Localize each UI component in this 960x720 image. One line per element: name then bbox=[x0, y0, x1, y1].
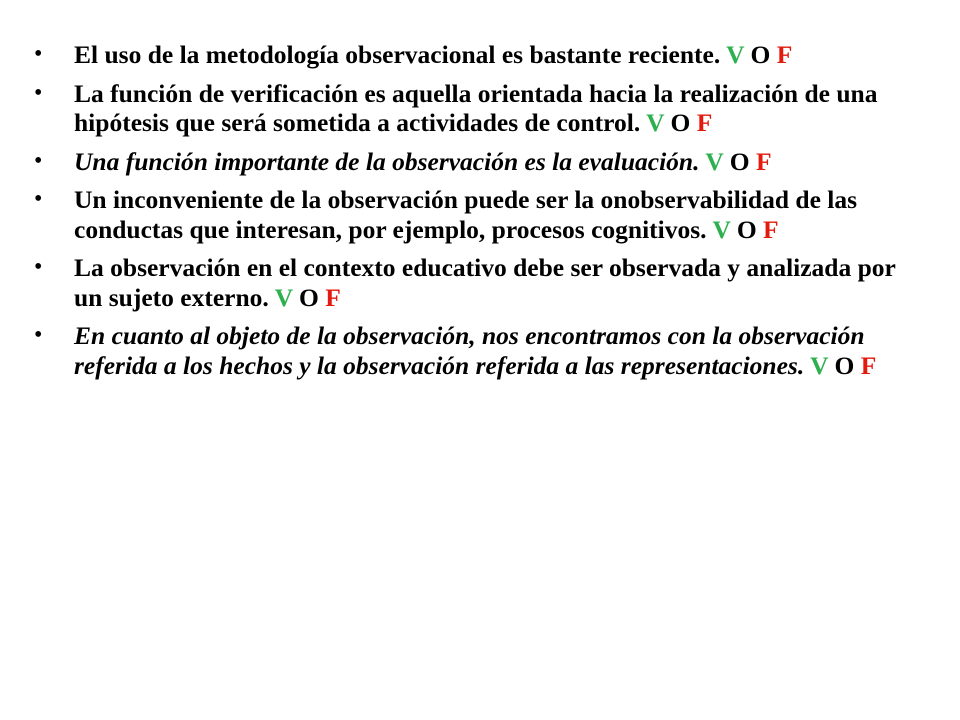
option-false: F bbox=[776, 40, 793, 69]
bullet-icon: • bbox=[34, 254, 43, 280]
option-true: V bbox=[726, 40, 745, 69]
option-or: O bbox=[299, 282, 319, 312]
question-statement: La función de verificación es aquella orientada hacia la realización de una hipótesis que será sometida a actividades de control. bbox=[74, 78, 878, 137]
question-statement: La observación en el contexto educativo debe ser observada y analizada por un sujeto externo. bbox=[74, 253, 896, 312]
option-true: V bbox=[810, 350, 829, 380]
option-or: O bbox=[736, 214, 757, 244]
option-or: O bbox=[729, 146, 750, 176]
option-false: F bbox=[755, 146, 772, 176]
bullet-icon: • bbox=[34, 322, 43, 348]
bullet-icon: • bbox=[34, 147, 43, 174]
bullet-icon: • bbox=[34, 186, 43, 212]
question-item-4 bbox=[34, 185, 914, 244]
question-item-3 bbox=[34, 147, 914, 177]
option-true: V bbox=[712, 214, 731, 244]
option-false: F bbox=[763, 214, 779, 244]
option-or: O bbox=[750, 40, 771, 69]
option-true: V bbox=[646, 108, 665, 137]
true-false-question-list bbox=[34, 40, 914, 389]
question-statement: Un inconveniente de la observación puede ser la onobservabilidad de las conductas que interesan, por ejemplo, procesos cognitivos. bbox=[74, 185, 858, 244]
question-statement: El uso de la metodología observacional es bastante reciente. bbox=[74, 40, 721, 69]
option-false: F bbox=[860, 350, 877, 380]
bullet-icon: • bbox=[34, 79, 43, 106]
question-item-2 bbox=[34, 79, 914, 138]
question-item-6 bbox=[34, 321, 914, 380]
option-or: O bbox=[670, 108, 691, 137]
option-true: V bbox=[274, 282, 293, 312]
question-statement: Una función importante de la observación es la evaluación. bbox=[74, 146, 700, 176]
option-true: V bbox=[705, 146, 724, 176]
bullet-icon: • bbox=[34, 41, 43, 67]
question-item-5 bbox=[34, 253, 914, 312]
option-false: F bbox=[325, 282, 341, 312]
option-or: O bbox=[834, 350, 855, 380]
option-false: F bbox=[696, 108, 713, 137]
question-item-1 bbox=[34, 40, 914, 70]
question-statement: En cuanto al objeto de la observación, nos encontramos con la observación referida a los hechos y la observación referida a las representaciones. bbox=[74, 321, 865, 380]
